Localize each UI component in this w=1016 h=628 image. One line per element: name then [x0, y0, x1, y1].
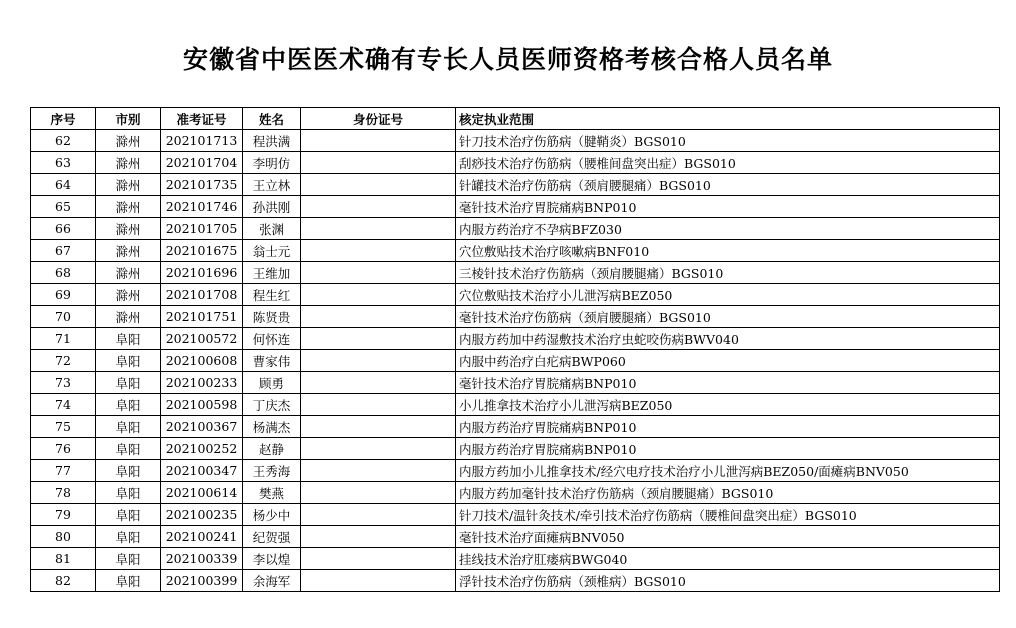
cell-id-number: [301, 306, 456, 328]
cell-no: 66: [31, 218, 96, 240]
cell-practice-scope: 毫针技术治疗伤筋病（颈肩腰腿痛）BGS010: [456, 306, 1000, 328]
cell-exam-number: 202101708: [161, 284, 243, 306]
cell-practice-scope: 挂线技术治疗肛瘘病BWG040: [456, 548, 1000, 570]
cell-no: 69: [31, 284, 96, 306]
cell-exam-number: 202100241: [161, 526, 243, 548]
cell-id-number: [301, 152, 456, 174]
cell-no: 62: [31, 130, 96, 152]
cell-name: 程生红: [243, 284, 301, 306]
cell-city: 阜阳: [96, 328, 161, 350]
cell-no: 70: [31, 306, 96, 328]
cell-name: 孙洪刚: [243, 196, 301, 218]
cell-name: 程洪满: [243, 130, 301, 152]
cell-id-number: [301, 130, 456, 152]
cell-name: 丁庆杰: [243, 394, 301, 416]
cell-city: 阜阳: [96, 438, 161, 460]
cell-no: 63: [31, 152, 96, 174]
cell-practice-scope: 三棱针技术治疗伤筋病（颈肩腰腿痛）BGS010: [456, 262, 1000, 284]
cell-practice-scope: 内服方药加中药湿敷技术治疗虫蛇咬伤病BWV040: [456, 328, 1000, 350]
cell-name: 翁士元: [243, 240, 301, 262]
cell-practice-scope: 内服方药加毫针技术治疗伤筋病（颈肩腰腿痛）BGS010: [456, 482, 1000, 504]
table-row: [31, 196, 1000, 218]
cell-exam-number: 202100367: [161, 416, 243, 438]
cell-city: 阜阳: [96, 460, 161, 482]
table-row: [31, 438, 1000, 460]
cell-exam-number: 202100572: [161, 328, 243, 350]
table-row: [31, 262, 1000, 284]
cell-id-number: [301, 218, 456, 240]
cell-city: 滁州: [96, 152, 161, 174]
cell-city: 阜阳: [96, 372, 161, 394]
qualified-list-table: [30, 107, 1000, 592]
cell-city: 阜阳: [96, 526, 161, 548]
header-practice-scope: 核定执业范围: [456, 108, 1000, 130]
cell-city: 滁州: [96, 174, 161, 196]
table-row: [31, 350, 1000, 372]
cell-id-number: [301, 350, 456, 372]
cell-exam-number: 202101746: [161, 196, 243, 218]
cell-id-number: [301, 548, 456, 570]
cell-exam-number: 202100252: [161, 438, 243, 460]
cell-no: 67: [31, 240, 96, 262]
cell-practice-scope: 内服方药加小儿推拿技术/经穴电疗技术治疗小儿泄泻病BEZ050/面瘫病BNV050: [456, 460, 1000, 482]
header-id-number: 身份证号: [301, 108, 456, 130]
table-header-row: [31, 108, 1000, 130]
cell-practice-scope: 小儿推拿技术治疗小儿泄泻病BEZ050: [456, 394, 1000, 416]
cell-city: 阜阳: [96, 416, 161, 438]
cell-id-number: [301, 438, 456, 460]
cell-exam-number: 202100399: [161, 570, 243, 592]
cell-no: 81: [31, 548, 96, 570]
cell-city: 阜阳: [96, 548, 161, 570]
cell-city: 阜阳: [96, 394, 161, 416]
table-row: [31, 130, 1000, 152]
cell-exam-number: 202101704: [161, 152, 243, 174]
cell-no: 78: [31, 482, 96, 504]
table-row: [31, 548, 1000, 570]
cell-name: 李以煌: [243, 548, 301, 570]
cell-exam-number: 202101675: [161, 240, 243, 262]
table-row: [31, 306, 1000, 328]
table-row: [31, 526, 1000, 548]
cell-id-number: [301, 328, 456, 350]
cell-name: 王立林: [243, 174, 301, 196]
cell-practice-scope: 毫针技术治疗胃脘痛病BNP010: [456, 196, 1000, 218]
cell-practice-scope: 针罐技术治疗伤筋病（颈肩腰腿痛）BGS010: [456, 174, 1000, 196]
cell-no: 73: [31, 372, 96, 394]
cell-no: 64: [31, 174, 96, 196]
table-row: [31, 218, 1000, 240]
cell-exam-number: 202100339: [161, 548, 243, 570]
cell-name: 李明仿: [243, 152, 301, 174]
cell-id-number: [301, 526, 456, 548]
cell-exam-number: 202101735: [161, 174, 243, 196]
cell-city: 滁州: [96, 218, 161, 240]
cell-name: 王秀海: [243, 460, 301, 482]
cell-city: 阜阳: [96, 570, 161, 592]
cell-city: 滁州: [96, 196, 161, 218]
header-no: 序号: [31, 108, 96, 130]
cell-id-number: [301, 262, 456, 284]
cell-name: 纪贺强: [243, 526, 301, 548]
cell-name: 曹家伟: [243, 350, 301, 372]
header-city: 市别: [96, 108, 161, 130]
cell-name: 杨少中: [243, 504, 301, 526]
cell-no: 79: [31, 504, 96, 526]
cell-city: 阜阳: [96, 504, 161, 526]
cell-id-number: [301, 482, 456, 504]
cell-city: 阜阳: [96, 350, 161, 372]
table-row: [31, 394, 1000, 416]
cell-id-number: [301, 196, 456, 218]
table-row: [31, 504, 1000, 526]
cell-id-number: [301, 174, 456, 196]
cell-name: 陈贤贵: [243, 306, 301, 328]
table-row: [31, 482, 1000, 504]
cell-city: 滁州: [96, 262, 161, 284]
cell-no: 80: [31, 526, 96, 548]
cell-practice-scope: 内服方药治疗胃脘痛病BNP010: [456, 438, 1000, 460]
cell-id-number: [301, 284, 456, 306]
cell-no: 68: [31, 262, 96, 284]
header-name: 姓名: [243, 108, 301, 130]
cell-practice-scope: 毫针技术治疗胃脘痛病BNP010: [456, 372, 1000, 394]
cell-id-number: [301, 460, 456, 482]
cell-exam-number: 202100608: [161, 350, 243, 372]
table-row: [31, 328, 1000, 350]
cell-id-number: [301, 240, 456, 262]
table-body: [31, 130, 1000, 592]
cell-city: 阜阳: [96, 482, 161, 504]
cell-name: 顾勇: [243, 372, 301, 394]
cell-no: 65: [31, 196, 96, 218]
cell-practice-scope: 穴位敷贴技术治疗咳嗽病BNF010: [456, 240, 1000, 262]
cell-name: 樊燕: [243, 482, 301, 504]
cell-no: 75: [31, 416, 96, 438]
table-row: [31, 174, 1000, 196]
cell-no: 76: [31, 438, 96, 460]
table-row: [31, 152, 1000, 174]
cell-name: 王维加: [243, 262, 301, 284]
table-row: [31, 416, 1000, 438]
cell-exam-number: 202101696: [161, 262, 243, 284]
cell-exam-number: 202100233: [161, 372, 243, 394]
cell-exam-number: 202100235: [161, 504, 243, 526]
cell-practice-scope: 穴位敷贴技术治疗小儿泄泻病BEZ050: [456, 284, 1000, 306]
cell-practice-scope: 内服方药治疗不孕病BFZ030: [456, 218, 1000, 240]
cell-name: 赵静: [243, 438, 301, 460]
cell-exam-number: 202100614: [161, 482, 243, 504]
cell-exam-number: 202101751: [161, 306, 243, 328]
cell-exam-number: 202100347: [161, 460, 243, 482]
table-row: [31, 284, 1000, 306]
table-row: [31, 372, 1000, 394]
table-row: [31, 460, 1000, 482]
cell-practice-scope: 针刀技术治疗伤筋病（腱鞘炎）BGS010: [456, 130, 1000, 152]
cell-practice-scope: 针刀技术/温针灸技术/牵引技术治疗伤筋病（腰椎间盘突出症）BGS010: [456, 504, 1000, 526]
cell-name: 张渊: [243, 218, 301, 240]
cell-practice-scope: 内服方药治疗胃脘痛病BNP010: [456, 416, 1000, 438]
cell-city: 滁州: [96, 284, 161, 306]
cell-no: 82: [31, 570, 96, 592]
cell-no: 74: [31, 394, 96, 416]
cell-exam-number: 202100598: [161, 394, 243, 416]
cell-city: 滁州: [96, 240, 161, 262]
header-exam-number: 准考证号: [161, 108, 243, 130]
cell-no: 72: [31, 350, 96, 372]
page-title: 安徽省中医医术确有专长人员医师资格考核合格人员名单: [182, 45, 833, 74]
cell-no: 77: [31, 460, 96, 482]
cell-id-number: [301, 416, 456, 438]
cell-exam-number: 202101713: [161, 130, 243, 152]
cell-name: 何怀连: [243, 328, 301, 350]
cell-id-number: [301, 504, 456, 526]
cell-practice-scope: 毫针技术治疗面瘫病BNV050: [456, 526, 1000, 548]
cell-practice-scope: 内服中药治疗白疕病BWP060: [456, 350, 1000, 372]
cell-id-number: [301, 372, 456, 394]
cell-practice-scope: 浮针技术治疗伤筋病（颈椎病）BGS010: [456, 570, 1000, 592]
cell-exam-number: 202101705: [161, 218, 243, 240]
cell-city: 滁州: [96, 306, 161, 328]
cell-id-number: [301, 394, 456, 416]
cell-city: 滁州: [96, 130, 161, 152]
table-row: [31, 570, 1000, 592]
cell-no: 71: [31, 328, 96, 350]
cell-name: 余海军: [243, 570, 301, 592]
table-row: [31, 240, 1000, 262]
cell-practice-scope: 刮痧技术治疗伤筋病（腰椎间盘突出症）BGS010: [456, 152, 1000, 174]
cell-name: 杨满杰: [243, 416, 301, 438]
cell-id-number: [301, 570, 456, 592]
